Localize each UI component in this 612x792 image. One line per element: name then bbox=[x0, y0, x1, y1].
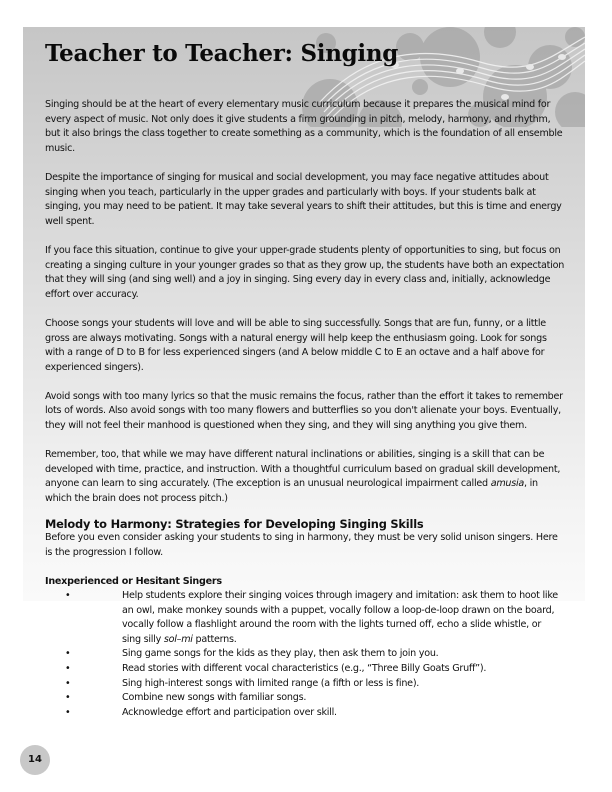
bullet-icon: • bbox=[65, 590, 71, 601]
list-item bbox=[45, 647, 559, 662]
list-item-text: Acknowledge effort and participation over skill. bbox=[122, 706, 337, 718]
section-intro: Before you even consider asking your students to sing in harmony, they must be very solid unison singers. Here is the progression I follow. bbox=[45, 532, 558, 558]
paragraph: If you face this situation, continue to give your upper-grade students plenty of opportunities to sing, but focus on creating a singing culture in your younger grades so that as they grow up, the students have both an expectation that they will sing (and sing well) and a joy in singing. Sing every day in every class and, initially, acknowledge effort over accuracy. bbox=[45, 244, 565, 300]
list-item bbox=[45, 691, 559, 706]
bullet-icon: • bbox=[65, 706, 71, 718]
list-item-text: Combine new songs with familiar songs. bbox=[122, 692, 307, 704]
list-item bbox=[45, 706, 559, 721]
list-item-text: Sing game songs for the kids as they play, then ask them to join you. bbox=[122, 648, 439, 660]
paragraph: Despite the importance of singing for musical and social development, you may face negative attitudes about singing when you teach, particularly in the upper grades and particularly with boys. If your students balk at singing, you may need to be patient. It may take several years to shift their attitudes, but this is time and energy well spent. bbox=[45, 171, 562, 227]
list-item bbox=[45, 677, 559, 692]
italic-term: sol–mi bbox=[163, 633, 193, 645]
list-item-text: Read stories with different vocal characteristics (e.g., “Three Billy Goats Gruff”). bbox=[122, 662, 487, 674]
text-run: Help students explore their singing voices through imagery and imitation: ask them to hoot like an owl, make monkey sounds with a puppet, vocally follow a loop-de-loop drawn on the board, vocally follow a flashlight around the room with the lights turned off, echo a slide whistle, or sing silly bbox=[122, 590, 558, 645]
text-run: patterns. bbox=[192, 633, 237, 645]
section-heading: Melody to Harmony: Strategies for Developing Singing Skills bbox=[45, 517, 424, 532]
paragraph: Choose songs your students will love and will be able to sing successfully. Songs that are fun, funny, or a little gross are always motivating. Songs with a natural energy will help keep the enthusiasm going. Look for songs with a range of D to B for less experienced singers (and A below middle C to E an octave and a half above for experienced singers). bbox=[45, 317, 547, 373]
bullet-icon: • bbox=[65, 677, 71, 689]
bullet-list bbox=[45, 589, 567, 720]
list-item bbox=[45, 589, 559, 647]
page-title: Teacher to Teacher: Singing bbox=[45, 40, 399, 67]
text-run: , in which the brain does not process pitch.) bbox=[45, 478, 538, 505]
bullet-icon: • bbox=[65, 662, 71, 674]
article-body bbox=[45, 98, 567, 720]
page-number-badge: 14 bbox=[20, 745, 50, 775]
italic-term: amusia bbox=[490, 478, 525, 490]
paragraph: Singing should be at the heart of every elementary music curriculum because it prepares the musical mind for every aspect of music. Not only does it give students a firm grounding in pitch, melody, harmony, and rhythm, but it also brings the class together to create something as a community, which is the foundation of all ensemble music. bbox=[45, 99, 563, 154]
text-run: Remember, too, that while we may have different natural inclinations or abilities, singing is a skill that can be developed with time, practice, and instruction. With a thoughtful curriculum based on gradual skill development, anyone can learn to sing accurately. (The exception is an unusual neurological impairment called bbox=[45, 449, 561, 490]
paragraph: Avoid songs with too many lyrics so that the music remains the focus, rather than the effort it takes to remember lots of words. Also avoid songs with too many flowers and butterflies so you don't alienate your boys. Eventually, they will not feel their manhood is questioned when they sing, and they will sing anything you give them. bbox=[45, 390, 563, 432]
list-item bbox=[45, 662, 559, 677]
subheading: Inexperienced or Hesitant Singers bbox=[45, 576, 222, 587]
list-item-text: Sing high-interest songs with limited range (a fifth or less is fine). bbox=[122, 677, 420, 689]
bullet-icon: • bbox=[65, 692, 71, 704]
bullet-icon: • bbox=[65, 648, 71, 660]
paragraph bbox=[45, 448, 567, 506]
